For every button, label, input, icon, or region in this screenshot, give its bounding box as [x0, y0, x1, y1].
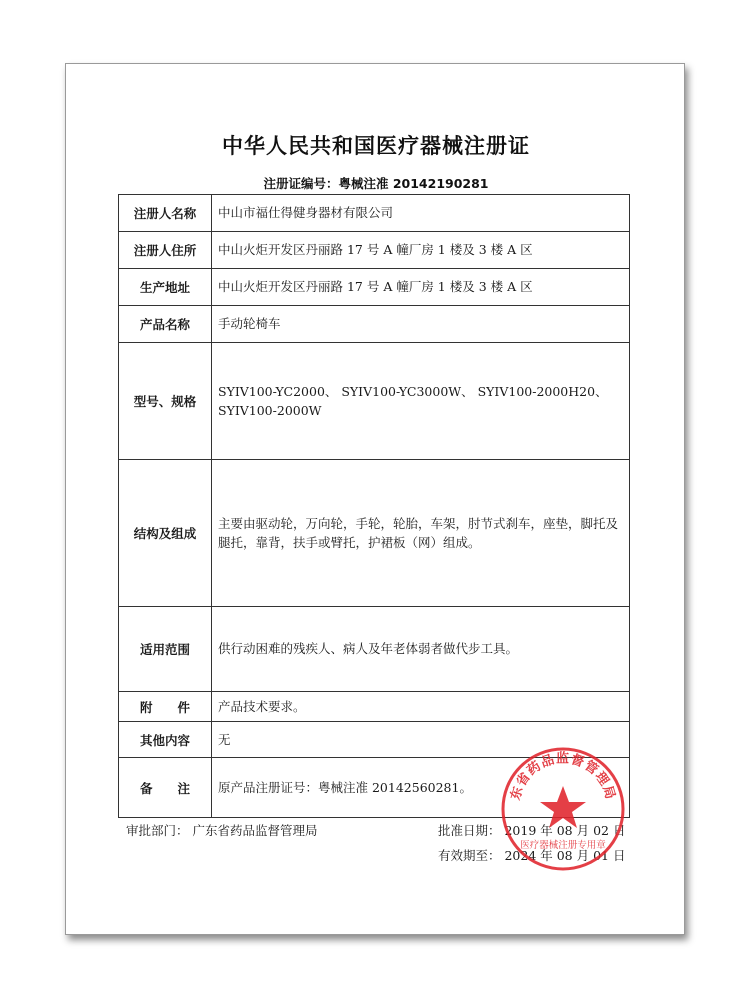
certificate-title: 中华人民共和国医疗器械注册证 — [222, 134, 530, 158]
row-label: 备 注 — [119, 758, 212, 818]
certificate-table — [118, 194, 630, 818]
table-row — [119, 692, 630, 722]
row-label: 适用范围 — [119, 607, 212, 692]
row-label: 其他内容 — [119, 722, 212, 758]
table-row — [119, 195, 630, 232]
row-value: 中山火炬开发区丹丽路 17 号 A 幢厂房 1 楼及 3 楼 A 区 — [212, 269, 630, 306]
table-row — [119, 232, 630, 269]
approval-date: 批准日期： 2019 年 08 月 02 日 — [438, 823, 626, 838]
table-row — [119, 269, 630, 306]
row-label: 生产地址 — [119, 269, 212, 306]
seal-bottom-text: 医疗器械注册专用章 — [520, 840, 606, 851]
row-value: 手动轮椅车 — [212, 306, 630, 343]
row-value: 无 — [212, 722, 630, 758]
row-label: 结构及组成 — [119, 460, 212, 607]
row-label: 型号、规格 — [119, 343, 212, 460]
seal-arc-text: 东省药品监督管理局 — [508, 751, 618, 802]
official-seal-stamp — [498, 744, 628, 874]
row-value: 主要由驱动轮，万向轮，手轮，轮胎，车架，肘节式刹车，座垫，脚托及腿托，靠背，扶手或臂托，护裙板（网）组成。 — [212, 460, 630, 607]
table-row — [119, 460, 630, 607]
row-label: 注册人名称 — [119, 195, 212, 232]
row-label: 产品名称 — [119, 306, 212, 343]
valid-until-date: 有效期至： 2024 年 08 月 01 日 — [438, 848, 626, 863]
row-value: 中山市福仕得健身器材有限公司 — [212, 195, 630, 232]
row-label: 注册人住所 — [119, 232, 212, 269]
row-label: 附 件 — [119, 692, 212, 722]
approval-department: 审批部门： 广东省药品监督管理局 — [126, 823, 318, 838]
table-row — [119, 306, 630, 343]
certificate-paper — [65, 63, 685, 935]
row-value: 原产品注册证号：粤械注准 20142560281。 — [212, 758, 630, 818]
table-row — [119, 607, 630, 692]
registration-number: 注册证编号：粤械注准 20142190281 — [263, 176, 489, 191]
row-value: 中山火炬开发区丹丽路 17 号 A 幢厂房 1 楼及 3 楼 A 区 — [212, 232, 630, 269]
row-value: 供行动困难的残疾人、病人及年老体弱者做代步工具。 — [212, 607, 630, 692]
row-value: 产品技术要求。 — [212, 692, 630, 722]
table-row — [119, 343, 630, 460]
row-value: SYIV100-YC2000、 SYIV100-YC3000W、 SYIV100-2000H20、 SYIV100-2000W — [212, 343, 630, 460]
